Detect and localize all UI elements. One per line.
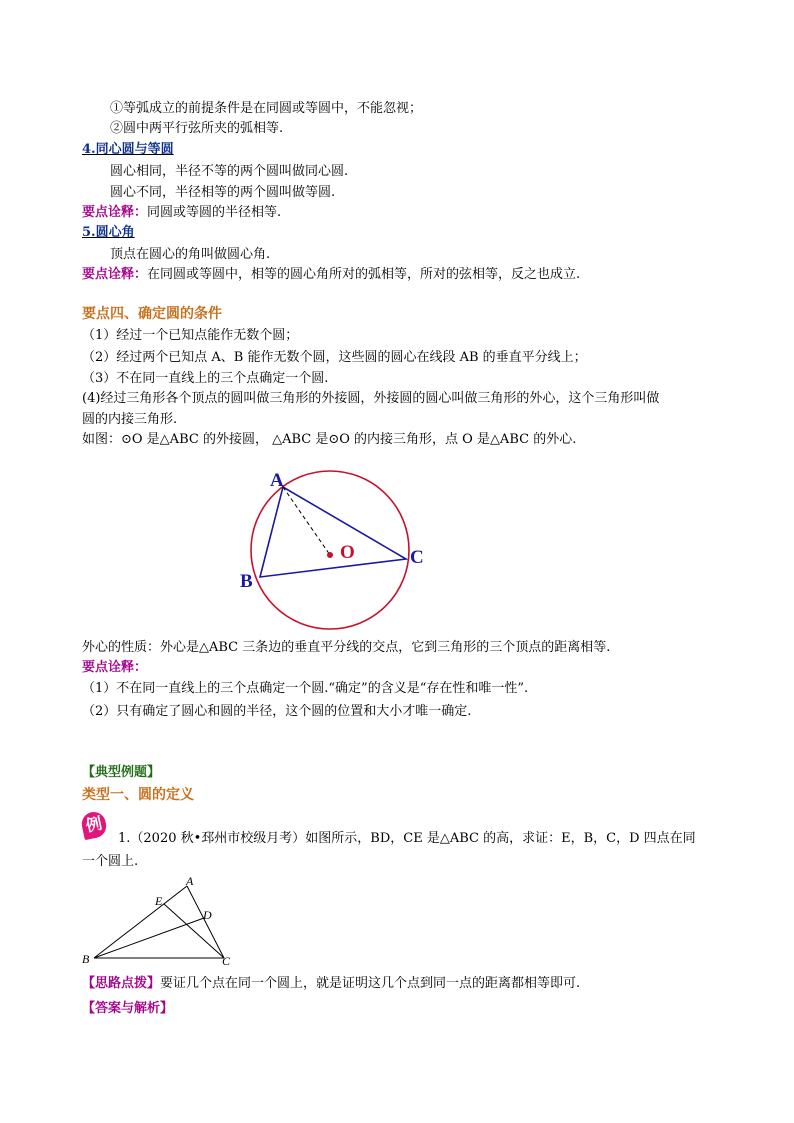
- key-text: 在同圆或等圆中，相等的圆心角所对的弧相等，所对的弦相等，反之也成立.: [147, 267, 581, 282]
- sec4-line-2: 圆心不同，半径相等的两个圆叫做等圆.: [110, 185, 336, 200]
- point-four-p3: （3）不在同一直线上的三个点确定一个圆.: [82, 371, 329, 386]
- key-label: 要点诠释：: [82, 660, 148, 675]
- radius-oa: [283, 487, 330, 555]
- label-a: A: [186, 874, 194, 888]
- key-point-2: （2）只有确定了圆心和圆的半径，这个圆的位置和大小才唯一确定.: [82, 704, 472, 719]
- key-label: 要点诠释：: [82, 267, 148, 282]
- note-2: ②圆中两平行弦所夹的弧相等.: [110, 121, 284, 136]
- circumcircle-figure: [230, 465, 440, 635]
- hint-label: 【思路点拨】: [82, 976, 161, 991]
- section-4-title: 4.同心圆与等圆: [82, 142, 174, 157]
- section-5-title: 5.圆心角: [82, 225, 135, 240]
- sec4-key: [82, 204, 281, 222]
- hint-line: [82, 975, 580, 993]
- label-d: D: [203, 908, 212, 922]
- altitudes-figure: [82, 872, 242, 967]
- key-point-1: （1）不在同一直线上的三个点确定一个圆.“确定”的含义是“存在性和唯一性”.: [82, 681, 529, 696]
- point-four-p1: （1）经过一个已知点能作无数个圆；: [82, 328, 299, 343]
- sec4-line-1: 圆心相同，半径不等的两个圆叫做同心圆.: [110, 164, 349, 179]
- point-four-p4a: (4)经过三角形各个顶点的圆叫做三角形的外接圆，外接圆的圆心叫做三角形的外心，这个三角形叫做: [82, 391, 660, 406]
- label-e: E: [155, 894, 163, 908]
- point-four-title: 要点四、确定圆的条件: [82, 306, 222, 322]
- point-four-p2: （2）经过两个已知点 A、B 能作无数个圆，这些圆的圆心在线段 AB 的垂直平分线上；: [82, 350, 587, 365]
- label-a: A: [270, 470, 284, 491]
- point-four-example: 如图：⊙O 是△ABC 的外接圆， △ABC 是⊙O 的内接三角形，点 O 是△ABC 的外心.: [82, 432, 577, 447]
- label-b: B: [82, 952, 90, 966]
- circumcenter-property: 外心的性质：外心是△ABC 三条边的垂直平分线的交点，它到三角形的三个顶点的距离相等.: [82, 640, 611, 655]
- center-dot: [327, 552, 333, 558]
- label-c: C: [222, 954, 231, 968]
- label-b: B: [240, 571, 253, 592]
- triangle-abc: [260, 487, 406, 577]
- note-1: ①等弧成立的前提条件是在同圆或等圆中，不能忽视；: [110, 101, 423, 116]
- point-four-p4b: 圆的内接三角形.: [82, 412, 178, 427]
- sec5-key: [82, 266, 580, 284]
- circumcircle: [251, 471, 409, 629]
- label-o: O: [340, 542, 355, 563]
- hint-text: 要证几个点在同一个圆上，就是证明这几个点到同一点的距离都相等即可.: [160, 976, 581, 991]
- type-one-title: 类型一、圆的定义: [82, 787, 194, 803]
- typical-examples-header: 【典型例题】: [82, 765, 161, 780]
- sec5-line-1: 顶点在圆心的角叫做圆心角.: [110, 247, 271, 262]
- key-label: 要点诠释：: [82, 205, 148, 220]
- example-badge: 例: [80, 810, 109, 840]
- key-text: 同圆或等圆的半径相等.: [147, 205, 282, 220]
- question-1-line-2: 一个圆上.: [82, 854, 139, 869]
- question-1-line-1: 1.（2020 秋•邳州市校级月考）如图所示，BD，CE 是△ABC 的高，求证：E，B，C，D 四点在同: [118, 831, 696, 846]
- label-c: C: [410, 547, 424, 568]
- answer-label: 【答案与解析】: [82, 1001, 174, 1016]
